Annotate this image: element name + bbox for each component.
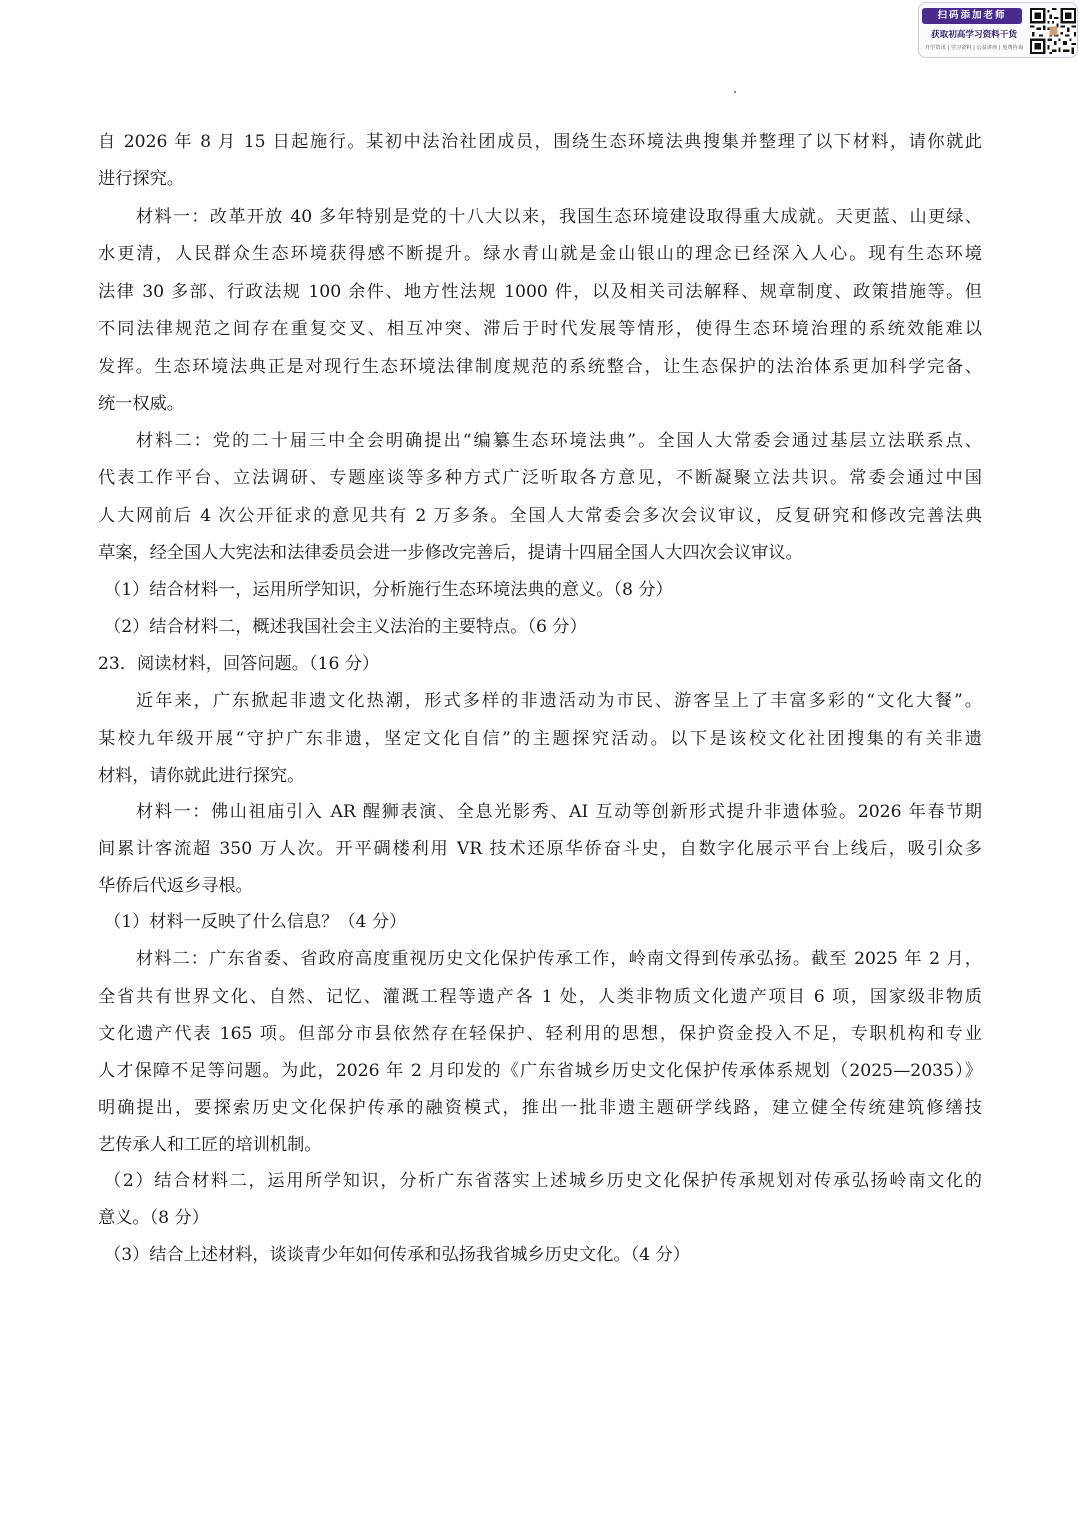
text-line: 发挥。生态环境法典正是对现行生态环境法律制度规范的系统整合，让生态保护的法治体系更加科学完备、 — [98, 357, 982, 377]
question-line: （2）结合材料二，运用所学知识，分析广东省落实上述城乡历史文化保护传承规划对传承弘扬岭南文化的 — [104, 1171, 982, 1191]
speck — [734, 91, 736, 93]
text-line: 近年来，广东掀起非遗文化热潮，形式多样的非遗活动为市民、游客呈上了丰富多彩的“文化大餐”。 — [136, 691, 982, 711]
text-line: 不同法律规范之间存在重复交叉、相互冲突、滞后于时代发展等情形，使得生态环境治理的系统效能难以 — [98, 319, 982, 339]
qr-code-icon — [1030, 8, 1076, 54]
text-line: 法律 30 多部、行政法规 100 余件、地方性法规 1000 件，以及相关司法解释、规章制度、政策措施等。但 — [98, 282, 982, 302]
text-line: 材料一：佛山祖庙引入 AR 醒狮表演、全息光影秀、AI 互动等创新形式提升非遗体验。2026 年春节期 — [136, 802, 982, 822]
text-line: 水更清，人民群众生态环境获得感不断提升。绿水青山就是金山银山的理念已经深入人心。现有生态环境 — [98, 244, 982, 264]
text-line: 进行探究。 — [98, 169, 184, 189]
text-line: 材料二：党的二十届三中全会明确提出“编纂生态环境法典”。全国人大常委会通过基层立法联系点、 — [136, 431, 982, 451]
text-line: 华侨后代返乡寻根。 — [98, 876, 253, 896]
text-line: 材料二：广东省委、省政府高度重视历史文化保护传承工作，岭南文得到传承弘扬。截至 2025 年 2 月， — [136, 949, 982, 969]
badge-title: 扫码添加老师 — [922, 8, 1022, 24]
qr-ad-badge — [918, 2, 1078, 58]
question-line: （1）材料一反映了什么信息？（4 分） — [104, 912, 407, 932]
text-line: 艺传承人和工匠的培训机制。 — [98, 1135, 322, 1155]
text-line: 人大网前后 4 次公开征求的意见共有 2 万多条。全国人大常委会多次会议审议，反复研究和修改完善法典 — [98, 506, 982, 526]
text-line: 草案，经全国人大宪法和法律委员会进一步修改完善后，提请十四届全国人大四次会议审议。 — [98, 543, 803, 563]
text-line: 明确提出，要探索历史文化保护传承的融资模式，推出一批非遗主题研学线路，建立健全传统建筑修缮技 — [98, 1098, 982, 1118]
question-heading: 23．阅读材料，回答问题。（16 分） — [98, 654, 380, 674]
text-line: 代表工作平台、立法调研、专题座谈等多种方式广泛听取各方意见，不断凝聚立法共识。常委会通过中国 — [98, 468, 982, 488]
text-line: 材料一：改革开放 40 多年特别是党的十八大以来，我国生态环境建设取得重大成就。天更蓝、山更绿、 — [136, 207, 982, 227]
badge-subtitle: 获取初高学习资料干货 — [931, 30, 1017, 40]
question-line: （2）结合材料二，概述我国社会主义法治的主要特点。（6 分） — [104, 617, 587, 637]
question-line: （1）结合材料一，运用所学知识，分析施行生态环境法典的意义。（8 分） — [104, 580, 673, 600]
question-line: 意义。（8 分） — [98, 1208, 209, 1228]
text-line: 全省共有世界文化、自然、记忆、灌溉工程等遗产各 1 处，人类非物质文化遗产项目 6 项，国家级非物质 — [98, 987, 982, 1007]
text-line: 自 2026 年 8 月 15 日起施行。某初中法治社团成员，围绕生态环境法典搜集并整理了以下材料，请你就此 — [98, 132, 982, 152]
badge-tagline: 升学资讯 | 学习资料 | 公益讲座 | 免费咨询 — [924, 45, 1024, 51]
text-line: 材料，请你就此进行探究。 — [98, 766, 305, 786]
text-line: 某校九年级开展“守护广东非遗，坚定文化自信”的主题探究活动。以下是该校文化社团搜集的有关非遗 — [98, 729, 982, 749]
text-line: 人才保障不足等问题。为此，2026 年 2 月印发的《广东省城乡历史文化保护传承体系规划（2025—2035）》 — [98, 1061, 982, 1081]
text-line: 统一权威。 — [98, 394, 184, 414]
question-line: （3）结合上述材料，谈谈青少年如何传承和弘扬我省城乡历史文化。（4 分） — [104, 1245, 690, 1265]
text-line: 间累计客流超 350 万人次。开平碉楼利用 VR 技术还原华侨奋斗史，自数字化展示平台上线后，吸引众多 — [98, 839, 982, 859]
text-line: 文化遗产代表 165 项。但部分市县依然存在轻保护、轻利用的思想，保护资金投入不足，专职机构和专业 — [98, 1024, 982, 1044]
